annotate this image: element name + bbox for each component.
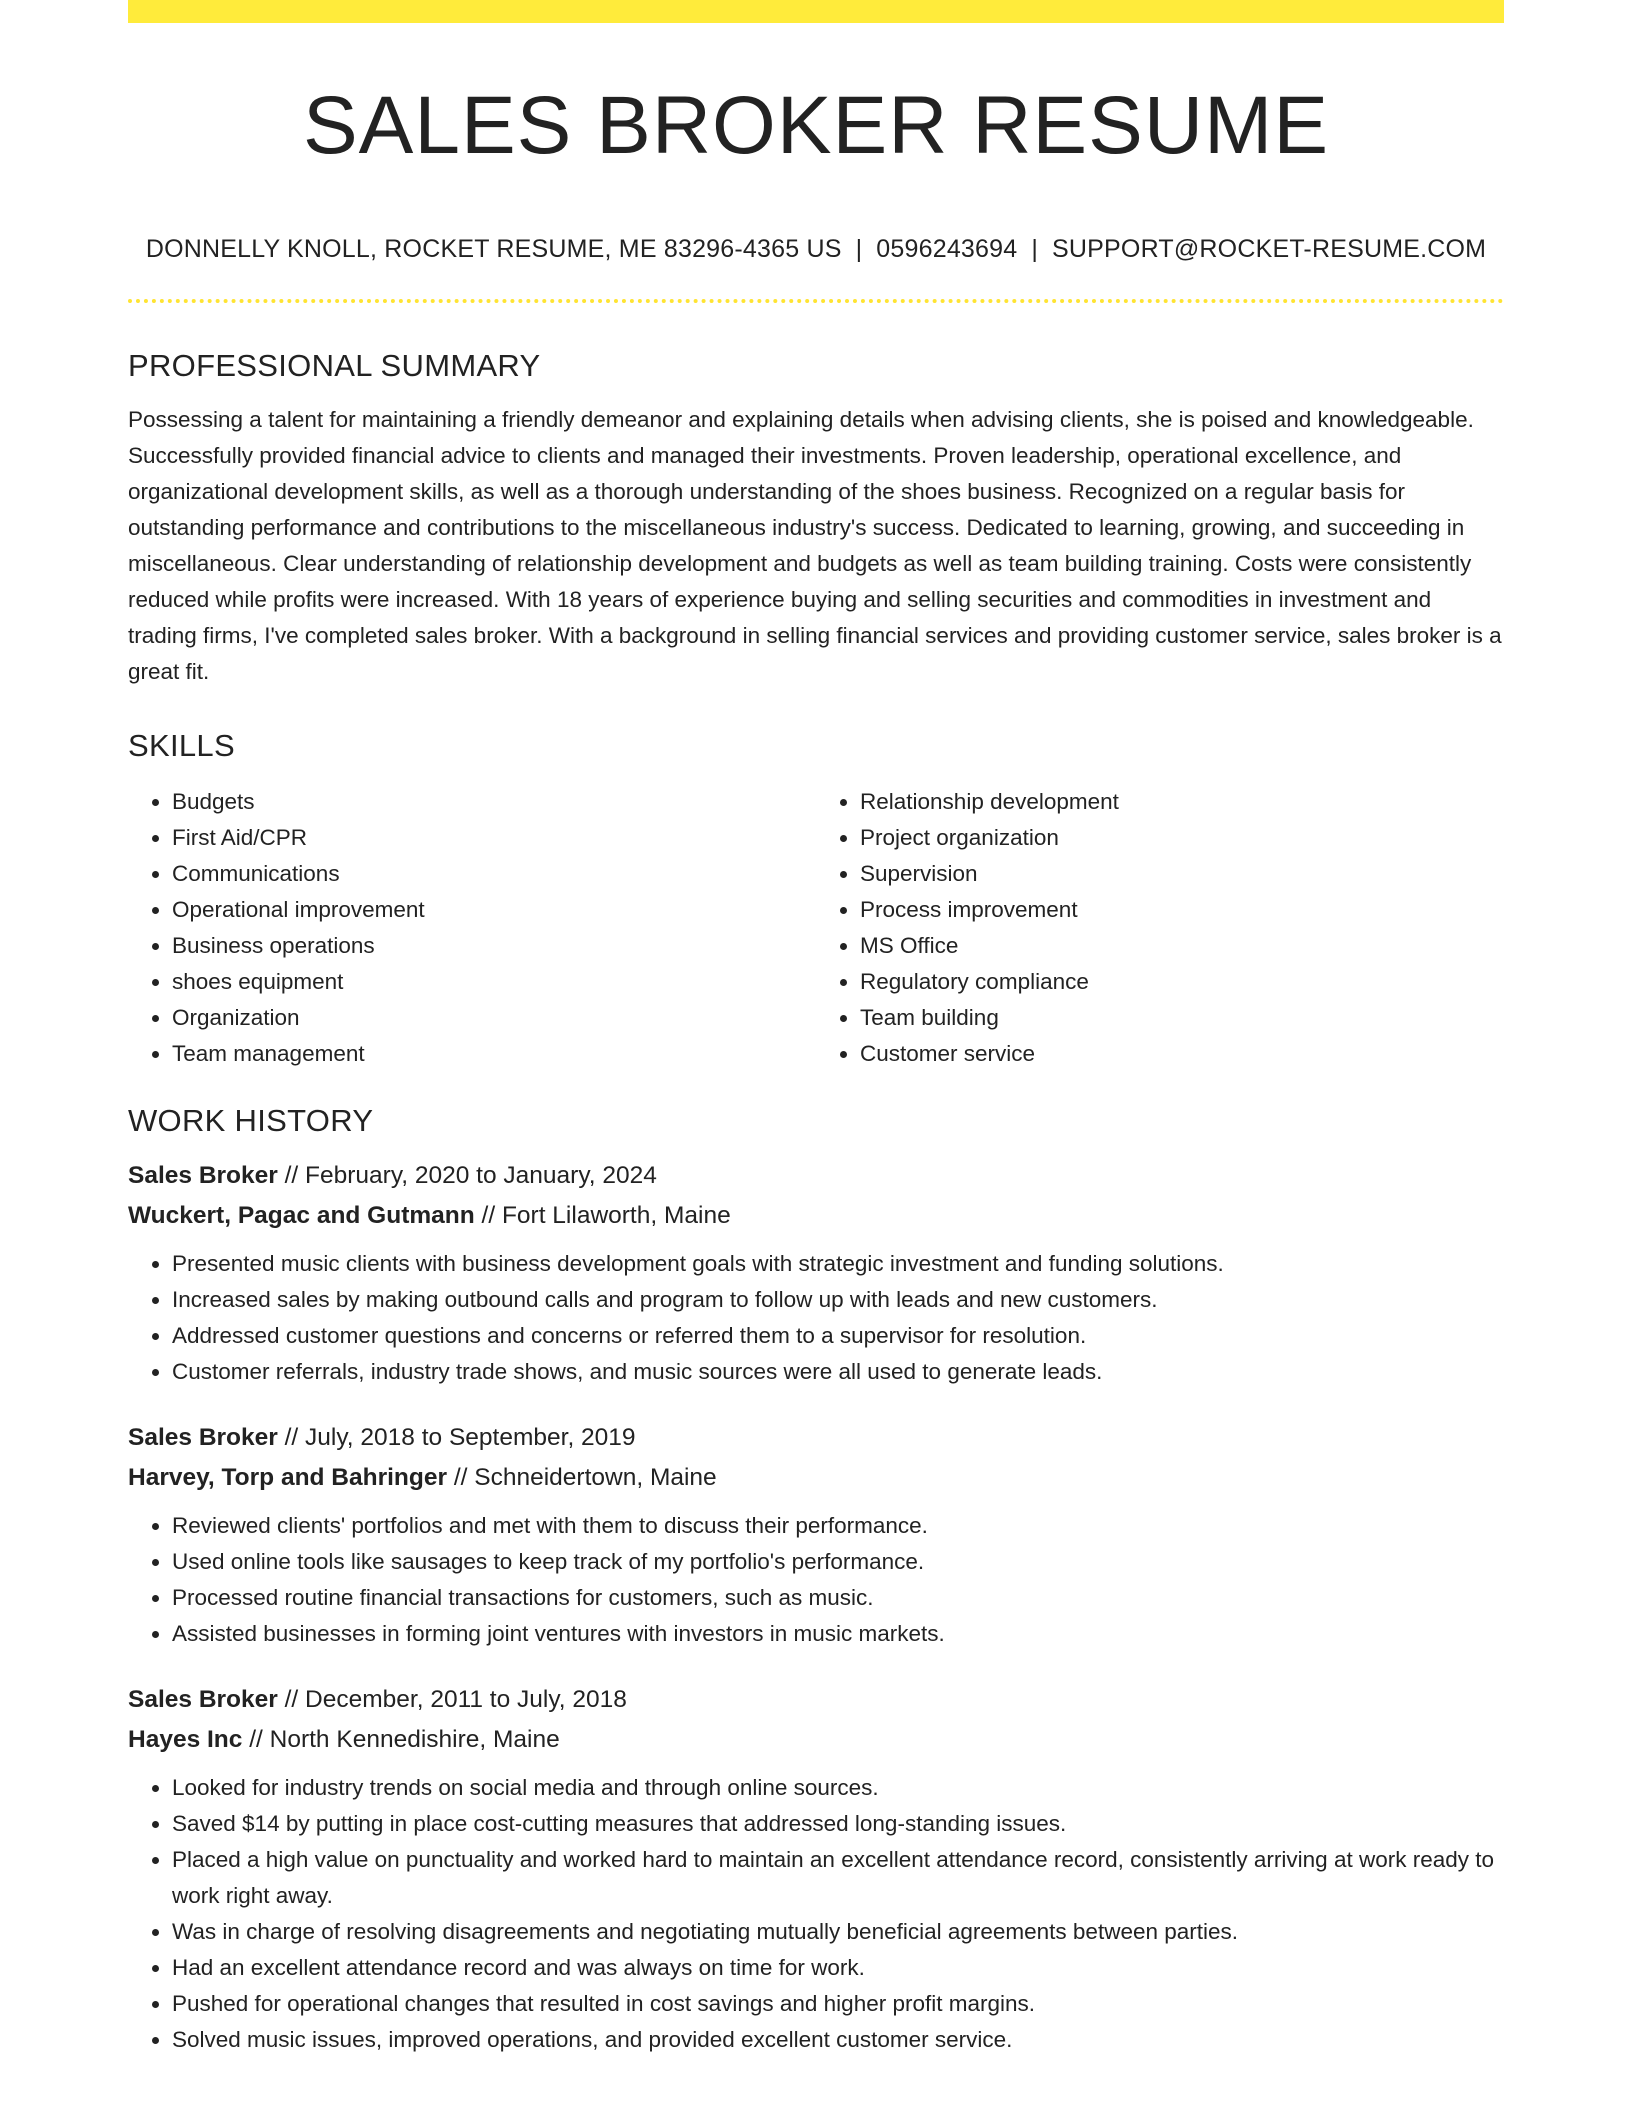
job-bullet: • Customer referrals, industry trade shows, and music sources were all used to generate leads. <box>172 1354 1504 1390</box>
contact-email: SUPPORT@ROCKET-RESUME.COM <box>1052 235 1487 263</box>
skill-item: • Team management <box>172 1036 816 1072</box>
job-location: // Fort Lilaworth, Maine <box>474 1202 731 1229</box>
skill-item: • First Aid/CPR <box>172 820 816 856</box>
contact-address: DONNELLY KNOLL, ROCKET RESUME, ME 83296-4365 US <box>145 235 842 263</box>
contact-phone: 0596243694 <box>876 235 1018 263</box>
job-bullet: • Pushed for operational changes that resulted in cost savings and higher profit margins. <box>172 1986 1504 2022</box>
job-bullet: • Used online tools like sausages to keep track of my portfolio's performance. <box>172 1544 1504 1580</box>
dotted-divider <box>128 299 1504 303</box>
job-location: // North Kennedishire, Maine <box>242 1726 560 1753</box>
job-company: Hayes Inc <box>128 1726 243 1753</box>
skills-column-left <box>128 784 816 1072</box>
skills-list <box>128 784 1504 1072</box>
job-bullet: • Placed a high value on punctuality and worked hard to maintain an excellent attendance record, consistently arriving at work ready to work right away. <box>172 1842 1504 1914</box>
skill-item: • Customer service <box>860 1036 1504 1072</box>
skill-item: • Communications <box>172 856 816 892</box>
contact-separator: | <box>1031 235 1039 263</box>
skill-item: • MS Office <box>860 928 1504 964</box>
job-bullet: • Looked for industry trends on social media and through online sources. <box>172 1770 1504 1806</box>
job-bullet: • Assisted businesses in forming joint ventures with investors in music markets. <box>172 1616 1504 1652</box>
skill-item: • Business operations <box>172 928 816 964</box>
job-title-line <box>128 1680 1504 1720</box>
job-title: Sales Broker <box>128 1162 278 1189</box>
job-bullet: • Addressed customer questions and concerns or referred them to a supervisor for resolution. <box>172 1318 1504 1354</box>
job-title-line <box>128 1418 1504 1458</box>
job-dates: // July, 2018 to September, 2019 <box>277 1424 636 1451</box>
job-bullets <box>128 1508 1504 1652</box>
skill-item: • Team building <box>860 1000 1504 1036</box>
job-bullets <box>128 1770 1504 2058</box>
job-bullet: • Increased sales by making outbound calls and program to follow up with leads and new customers. <box>172 1282 1504 1318</box>
skill-item: • Project organization <box>860 820 1504 856</box>
job-dates: // February, 2020 to January, 2024 <box>277 1162 657 1189</box>
job-bullet: • Processed routine financial transactions for customers, such as music. <box>172 1580 1504 1616</box>
job-title: Sales Broker <box>128 1424 278 1451</box>
job-dates: // December, 2011 to July, 2018 <box>277 1686 627 1713</box>
section-heading-skills: SKILLS <box>128 728 235 763</box>
section-heading-summary: PROFESSIONAL SUMMARY <box>128 348 541 383</box>
accent-bar <box>128 0 1504 23</box>
section-heading-work-history: WORK HISTORY <box>128 1103 374 1138</box>
job-bullet: • Was in charge of resolving disagreements and negotiating mutually beneficial agreements between parties. <box>172 1914 1504 1950</box>
job-location: // Schneidertown, Maine <box>447 1464 717 1491</box>
job-company: Wuckert, Pagac and Gutmann <box>128 1202 475 1229</box>
job-bullet: • Had an excellent attendance record and was always on time for work. <box>172 1950 1504 1986</box>
contact-separator: | <box>855 235 863 263</box>
job-title-line <box>128 1156 1504 1196</box>
resume-page <box>128 0 1504 2058</box>
skill-item: • Budgets <box>172 784 816 820</box>
job-company: Harvey, Torp and Bahringer <box>128 1464 448 1491</box>
skill-item: • Operational improvement <box>172 892 816 928</box>
skill-item: • Process improvement <box>860 892 1504 928</box>
job-bullets <box>128 1246 1504 1390</box>
skill-item: • shoes equipment <box>172 964 816 1000</box>
job-company-line <box>128 1196 1504 1236</box>
job-bullet: • Saved $14 by putting in place cost-cutting measures that addressed long-standing issues. <box>172 1806 1504 1842</box>
job-entry <box>128 1156 1504 1390</box>
contact-line <box>128 237 1504 262</box>
skill-item: • Organization <box>172 1000 816 1036</box>
job-bullet: • Reviewed clients' portfolios and met with them to discuss their performance. <box>172 1508 1504 1544</box>
summary-text: Possessing a talent for maintaining a friendly demeanor and explaining details when advising clients, she is poised and knowledgeable. Successfully provided financial advice to clients and managed their investments. Proven leadership, operational excellence, and organizational development skills, as well as a thorough understanding of the shoes business. Recognized on a regular basis for outstanding performance and contributions to the miscellaneous industry's success. Dedicated to learning, growing, and succeeding in miscellaneous. Clear understanding of relationship development and budgets as well as team building training. Costs were consistently reduced while profits were increased. With 18 years of experience buying and selling securities and commodities in investment and trading firms, I've completed sales broker. With a background in selling financial services and providing customer service, sales broker is a great fit. <box>128 407 1502 684</box>
skills-column-right <box>816 784 1504 1072</box>
skill-item: • Regulatory compliance <box>860 964 1504 1000</box>
job-entry <box>128 1680 1504 2058</box>
job-title: Sales Broker <box>128 1686 278 1713</box>
job-bullet: • Solved music issues, improved operations, and provided excellent customer service. <box>172 2022 1504 2058</box>
skill-item: • Relationship development <box>860 784 1504 820</box>
job-company-line <box>128 1720 1504 1760</box>
job-company-line <box>128 1458 1504 1498</box>
job-bullet: • Presented music clients with business development goals with strategic investment and funding solutions. <box>172 1246 1504 1282</box>
skill-item: • Supervision <box>860 856 1504 892</box>
job-entry <box>128 1418 1504 1652</box>
resume-title: SALES BROKER RESUME <box>302 80 1330 171</box>
